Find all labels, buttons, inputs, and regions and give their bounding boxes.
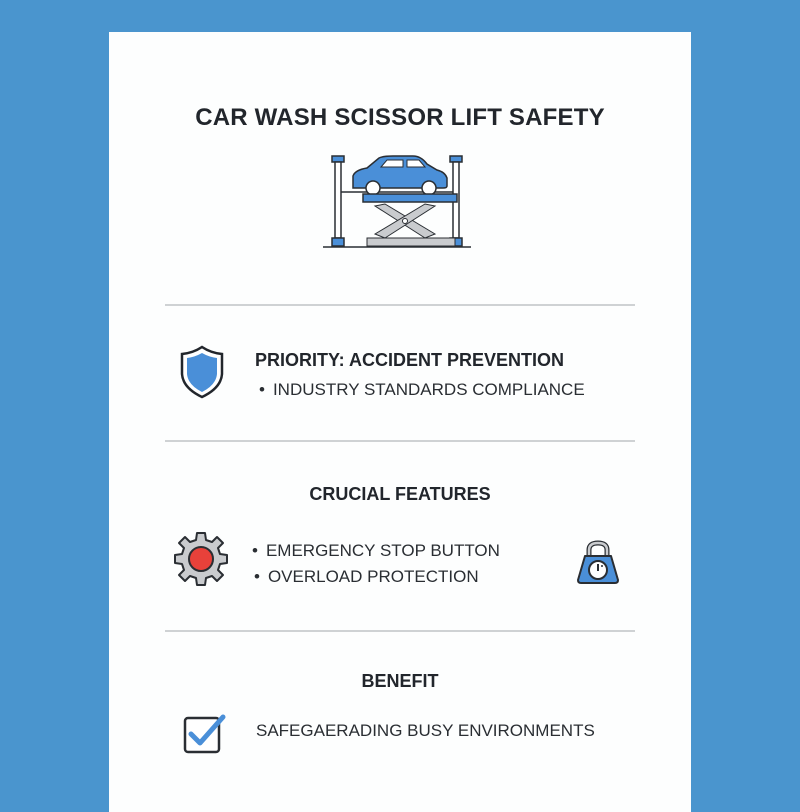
list-item: • OVERLOAD PROTECTION	[254, 567, 479, 587]
weight-gauge-icon	[575, 540, 621, 586]
section-heading-benefit: BENEFIT	[361, 671, 439, 691]
divider	[165, 440, 635, 442]
infographic-card	[109, 32, 691, 812]
car-on-scissor-lift-icon	[323, 150, 471, 260]
section-heading-priority: PRIORITY: ACCIDENT PREVENTION	[255, 350, 565, 370]
divider	[165, 304, 635, 306]
list-item: • INDUSTRY STANDARDS COMPLIANCE	[259, 380, 585, 400]
section-heading-features: CRUCIAL FEATURES	[309, 484, 491, 504]
shield-icon	[179, 344, 225, 400]
list-item: SAFEGAERADING BUSY ENVIRONMENTS	[256, 721, 595, 740]
list-item: • EMERGENCY STOP BUTTON	[252, 541, 500, 561]
checkbox-checked-icon	[183, 712, 227, 754]
gear-emergency-stop-icon	[173, 531, 229, 587]
page-title: CAR WASH SCISSOR LIFT SAFETY	[195, 104, 605, 131]
divider	[165, 630, 635, 632]
